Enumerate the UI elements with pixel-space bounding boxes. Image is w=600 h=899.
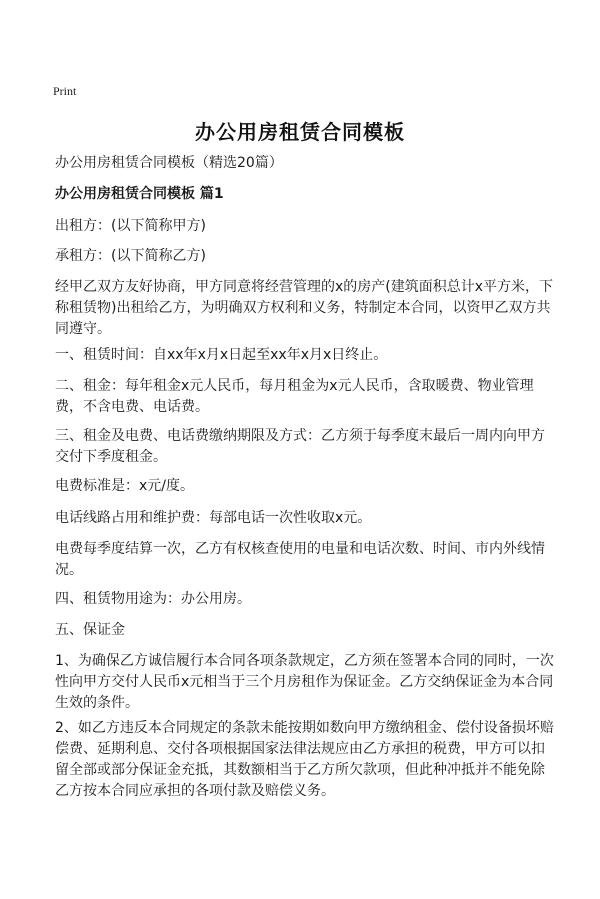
paragraph-use: 四、租赁物用途为：办公用房。 xyxy=(55,591,251,607)
paragraph-payment-terms: 三、租金及电费、电话费缴纳期限及方式：乙方须于每季度末最后一周内向甲方交付下季度租金。 xyxy=(55,428,545,465)
paragraph-deposit-heading: 五、保证金 xyxy=(55,622,125,638)
paragraph-lease-term: 一、租赁时间：自xx年x月x日起至xx年x月x日终止。 xyxy=(55,347,388,363)
paragraph-lessee: 承租方：(以下简称乙方) xyxy=(55,248,206,264)
paragraph-electricity-rate: 电费标准是：x元/度。 xyxy=(55,478,195,494)
paragraph-deposit-1: 1、为确保乙方诚信履行本合同各项条款规定，乙方须在签署本合同的同时，一次性向甲方交付人民币x元相当于三个月房租作为保证金。乙方交纳保证金为本合同生效的条件。 xyxy=(55,653,554,711)
paragraph-settlement: 电费每季度结算一次，乙方有权核查使用的电量和电话次数、时间、市内外线情况。 xyxy=(55,541,545,578)
paragraph-deposit-2: 2、如乙方违反本合同规定的条款未能按期如数向甲方缴纳租金、偿付设备损坏赔偿费、延期利息、交付各项根据国家法律法规应由乙方承担的税费，甲方可以扣留全部或部分保证金充抵，其数额相当于乙方所欠款项，但此种冲抵并不能免除乙方按本合同应承担的各项付款及赔偿义务。 xyxy=(55,720,554,799)
paragraph-preamble: 经甲乙双方友好协商，甲方同意将经营管理的x的房产(建筑面积总计x平方米，下称租赁物)出租给乙方，为明确双方权利和义务，特制定本合同，以资甲乙双方共同遵守。 xyxy=(55,279,554,337)
document-subtitle: 办公用房租赁合同模板（精选20篇） xyxy=(55,155,283,171)
document-title: 办公用房租赁合同模板 xyxy=(195,120,405,144)
paragraph-rent: 二、租金：每年租金x元人民币，每月租金为x元人民币，含取暖费、物业管理费，不含电费、电话费。 xyxy=(55,378,534,415)
paragraph-phone-fee: 电话线路占用和维护费：每部电话一次性收取x元。 xyxy=(55,510,372,526)
section-heading: 办公用房租赁合同模板 篇1 xyxy=(55,186,224,202)
paragraph-lessor: 出租方：(以下简称甲方) xyxy=(55,218,206,234)
print-label: Print xyxy=(53,84,77,98)
